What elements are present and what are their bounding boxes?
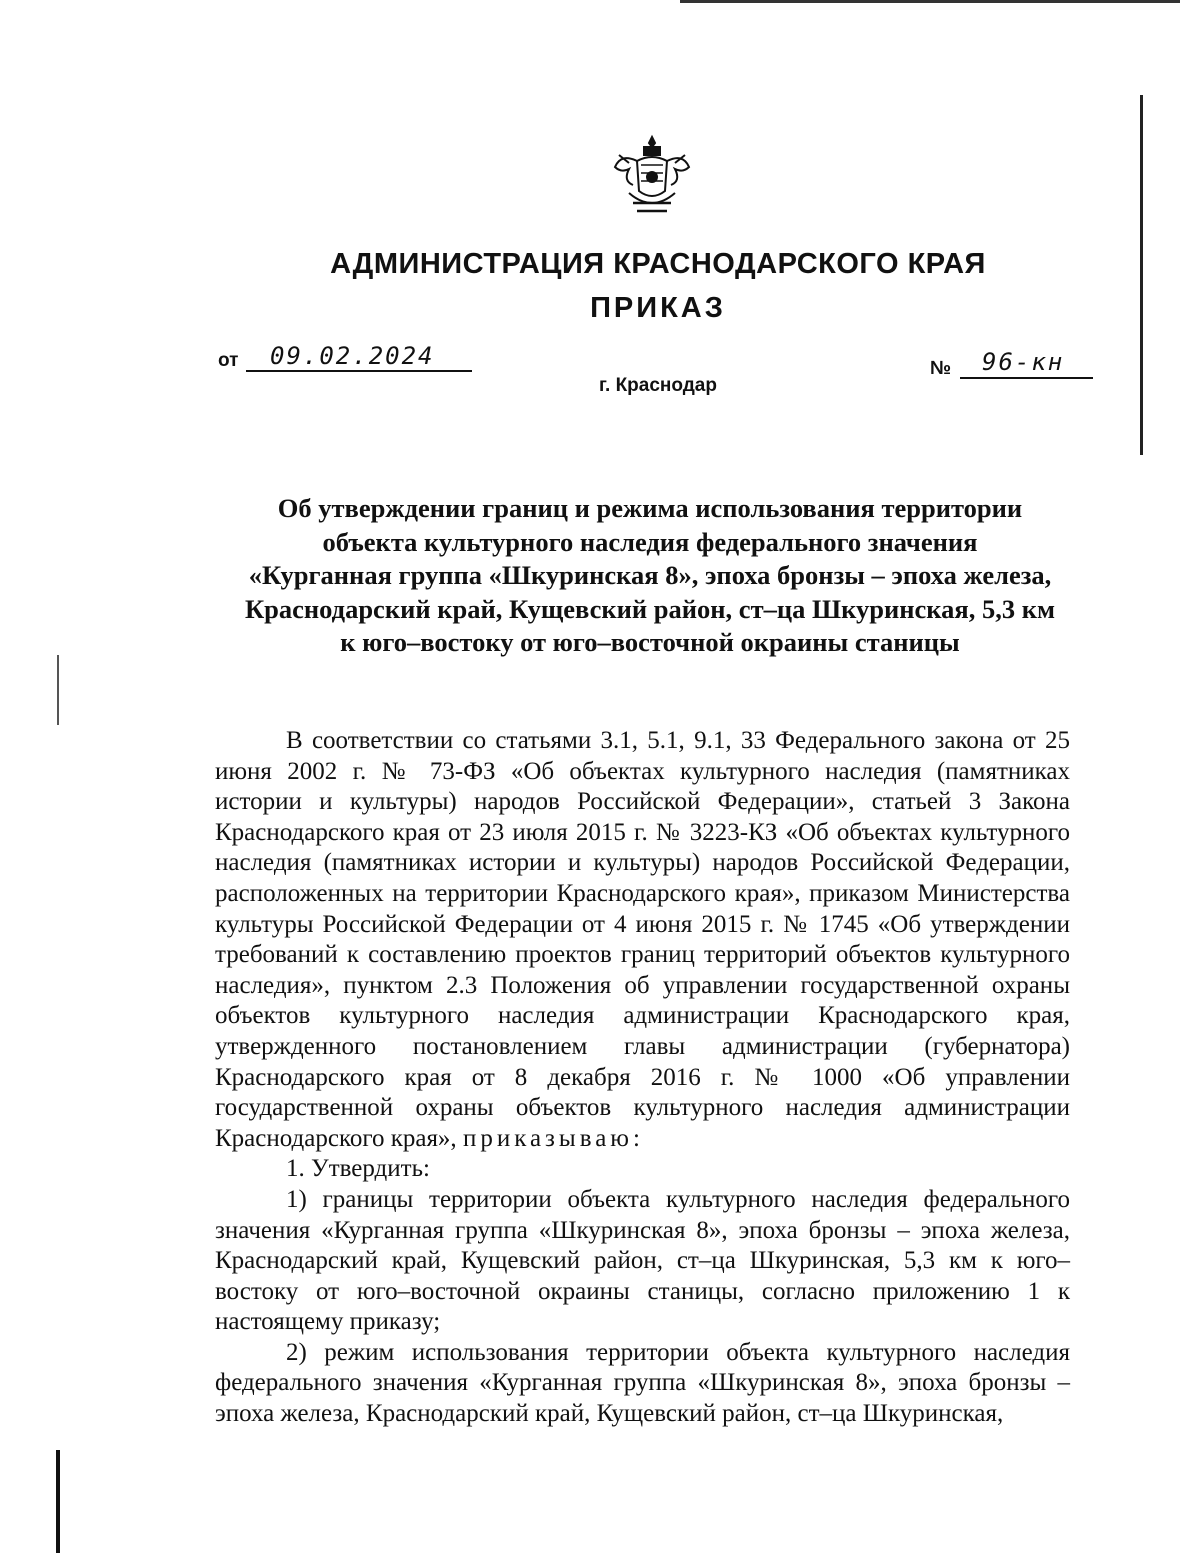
scan-border-left [57,655,59,725]
item-1-2: 2) режим использования территории объекта культурного наследия федерального значения «Курганная группа «Шкуринская 8», эпоха бронзы – эпоха железа, Краснодарский край, Кущевский район, ст–ца Шкуринская, [215,1338,1070,1428]
preamble-text: В соответствии со статьями 3.1, 5.1, 9.1, 33 Федерального закона от 25 июня 2002 г. № 73-ФЗ «Об объектах культурного наследия (памятниках истории и культуры) народов Российской Федерации», статьей 3 Закона Краснодарского края от 23 июля 2015 г. № 3223-КЗ «Об объектах культурного наследия (памятниках истории и культуры) народов Российской Федерации, расположенных на территории Краснодарского края», приказом Министерства культуры Российской Федерации от 4 июня 2015 г. № 1745 «Об утверждении требований к составлению проектов границ территорий объектов культурного наследия», пунктом 2.3 Положения об управлении государственной охраны объектов культурного наследия администрации Краснодарского края, утвержденного постановлением главы администрации (губернатора) Краснодарского края от 8 декабря 2016 г. № 1000 «Об управлении государственной охраны объектов культурного наследия администрации Краснодарского края», [215,727,1070,1152]
city: г. Краснодар [599,375,717,396]
subject-line: Об утверждении границ и режима использования территории [277,493,1023,523]
scan-border-left-bottom [56,1450,60,1553]
coat-of-arms-icon [607,133,697,223]
date-prefix: от [218,350,239,371]
subject-line: к юго–востоку от юго–восточной окраины станицы [340,627,960,657]
scan-border-top [680,0,1180,3]
preamble-paragraph [215,726,1070,1154]
number-value: 96-кн [982,348,1065,376]
item-1: 1. Утвердить: [286,1155,430,1183]
order-word: приказываю: [462,1124,644,1152]
date-value: 09.02.2024 [270,342,435,370]
document-subject [215,492,1085,660]
document-type: ПРИКАЗ [590,292,726,324]
subject-line: объекта культурного наследия федерального значения [322,526,978,557]
document-body [215,726,1070,1430]
date-underline [246,370,472,372]
subject-line: Краснодарский край, Кущевский район, ст–ца Шкуринская, 5,3 км [244,593,1056,624]
organization-title: АДМИНИСТРАЦИЯ КРАСНОДАРСКОГО КРАЯ [330,248,986,280]
number-prefix: № [930,358,952,379]
item-1-1: 1) границы территории объекта культурного наследия федерального значения «Курганная группа «Шкуринская 8», эпоха бронзы – эпоха железа, Краснодарский край, Кущевский район, ст–ца Шкуринская, 5,3 км к юго–востоку от юго–восточной окраины станицы, согласно приложению 1 к настоящему приказу; [215,1185,1070,1336]
subject-line: «Курганная группа «Шкуринская 8», эпоха бронзы – эпоха железа, [248,560,1052,590]
